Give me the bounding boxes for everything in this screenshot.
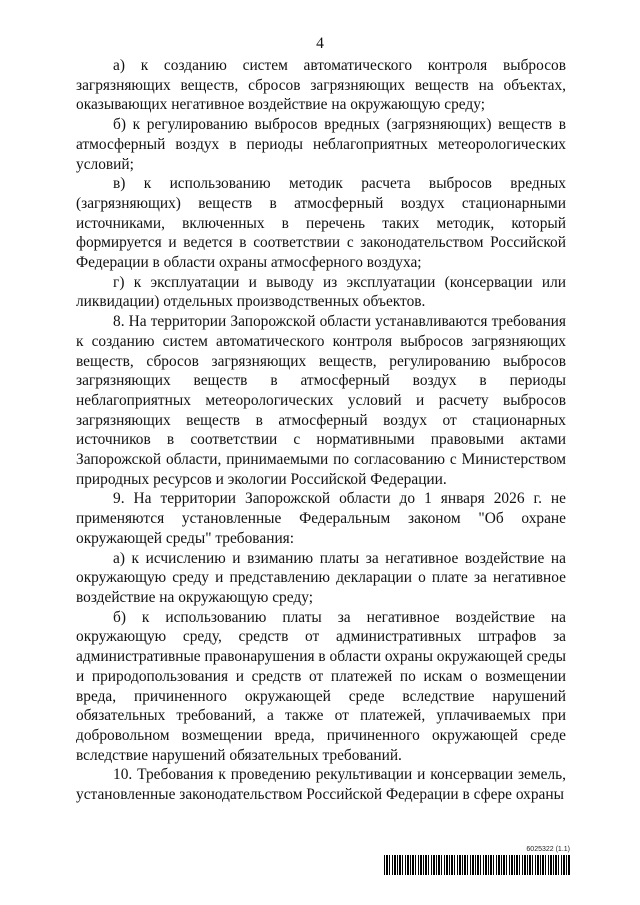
paragraph-7a: а) к созданию систем автоматического контроля выбросов загрязняющих веществ, сбросов загрязняющих веществ на объектах, оказывающих негативное воздействие на окружающую среду; — [76, 57, 566, 114]
paragraph-9a: а) к исчислению и взиманию платы за негативное воздействие на окружающую среду и представлению декларации о плате за негативное воздействие на окружающую среду; — [76, 549, 566, 606]
paragraph-7b: б) к регулированию выбросов вредных (загрязняющих) веществ в атмосферный воздух в периоды неблагоприятных метеорологических условий; — [76, 116, 566, 173]
paragraph-9: 9. На территории Запорожской области до 1 января 2026 г. не применяются установленные Федеральным законом "Об охране окружающей среды" требования: — [76, 490, 566, 547]
paragraph-9b: б) к использованию платы за негативное воздействие на окружающую среду, средств от административных штрафов за административные правонарушения в области охраны окружающей среды и природопользования и средств от платежей по искам о возмещении вреда, причиненного окружающей среде вследствие нарушений обязательных требований, а также от платежей, уплачиваемых при добровольном возмещении вреда, причиненного окружающей среде вследствие нарушений обязательных требований. — [76, 608, 567, 764]
document-code: 6025322 (1.1) — [526, 846, 570, 853]
page-number: 4 — [316, 35, 324, 52]
document-body — [76, 56, 566, 805]
paragraph-8: 8. На территории Запорожской области устанавливаются требования к созданию систем автоматического контроля выбросов загрязняющих веществ, сбросов загрязняющих веществ, регулированию выбросов загрязняющих веществ в атмосферный воздух в периоды неблагоприятных метеорологических условий и расчету выбросов загрязняющих веществ в атмосферный воздух от стационарных источников в соответствии с нормативными правовыми актами Запорожской области, принимаемыми по согласованию с Министерством природных ресурсов и экологии Российской Федерации. — [76, 313, 566, 488]
paragraph-7v: в) к использованию методик расчета выбросов вредных (загрязняющих) веществ в атмосферный воздух стационарными источниками, включенных в перечень таких методик, который формируется и ведется в соответствии с законодательством Российской Федерации в области охраны атмосферного воздуха; — [76, 175, 566, 272]
barcode-icon — [384, 855, 570, 875]
paragraph-10: 10. Требования к проведению рекультивации и консервации земель, установленные законодательством Российской Федерации в сфере охраны — [76, 766, 566, 804]
paragraph-7g: г) к эксплуатации и выводу из эксплуатации (консервации или ликвидации) отдельных производственных объектов. — [76, 273, 566, 311]
document-footer — [384, 846, 570, 876]
